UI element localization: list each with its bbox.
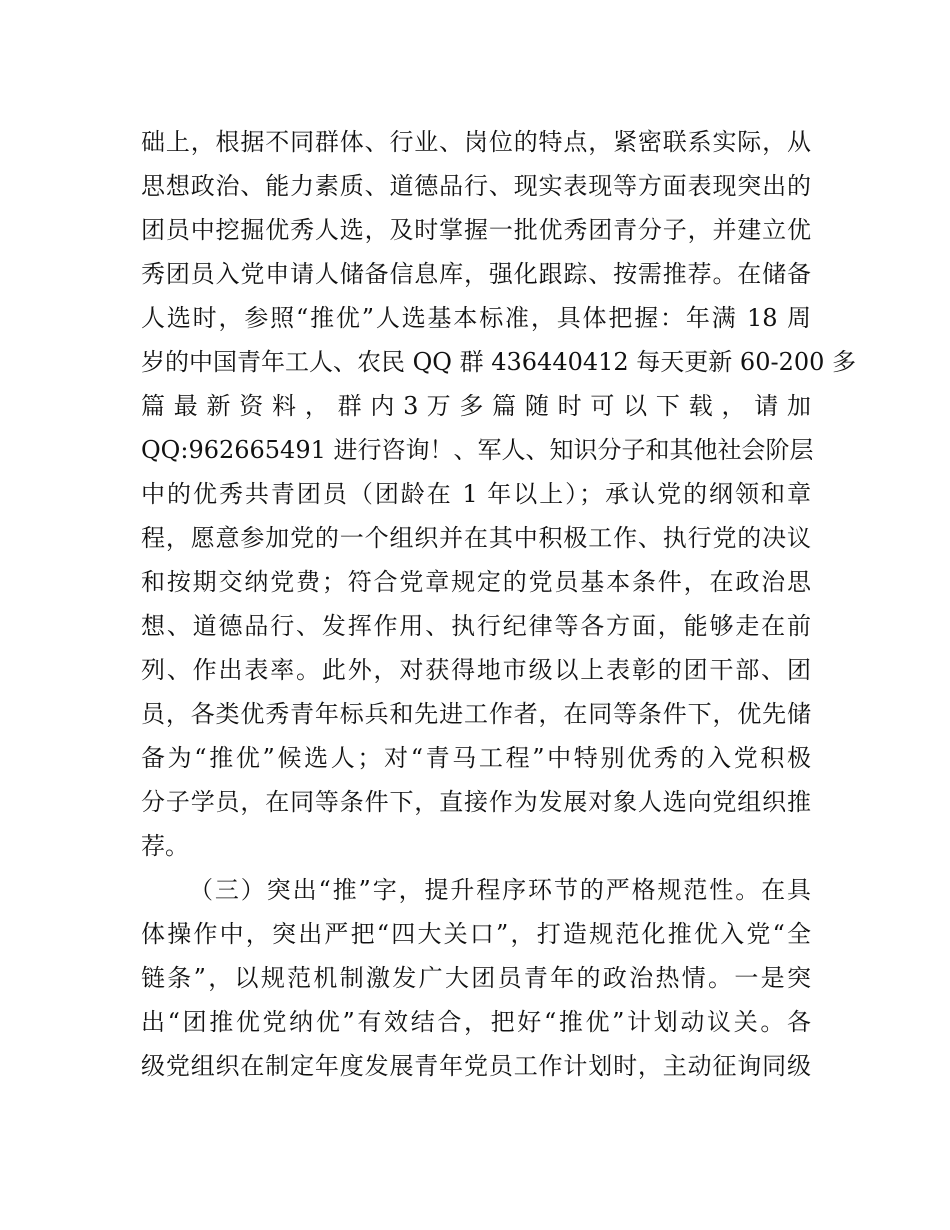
body-text-line: 分子学员，在同等条件下，直接作为发展对象人选向党组织推 (141, 788, 811, 816)
body-text-line: 级党组织在制定年度发展青年党员工作计划时，主动征询同级 (141, 1052, 811, 1080)
body-text-line: 列、作出表率。此外，对获得地市级以上表彰的团干部、团 (141, 656, 811, 684)
body-text-line: 员，各类优秀青年标兵和先进工作者，在同等条件下，优先储 (141, 700, 811, 728)
body-text-line: 出“团推优党纳优”有效结合，把好“推优”计划动议关。各 (141, 1008, 811, 1036)
body-text-line: 秀团员入党申请人储备信息库，强化跟踪、按需推荐。在储备 (141, 260, 811, 288)
section-heading-line: （三）突出“推”字，提升程序环节的严格规范性。在具 (189, 876, 811, 904)
body-text-line: 程，愿意参加党的一个组织并在其中积极工作、执行党的决议 (141, 524, 811, 552)
body-text-line: 备为“推优”候选人；对“青马工程”中特别优秀的入党积极 (141, 744, 811, 772)
body-text-line: 中的优秀共青团员（团龄在 1 年以上）；承认党的纲领和章 (141, 480, 811, 508)
body-text-line: 和按期交纳党费；符合党章规定的党员基本条件，在政治思 (141, 568, 811, 596)
body-text-line: 链条”，以规范机制激发广大团员青年的政治热情。一是突 (141, 964, 811, 992)
body-text-line: 荐。 (141, 832, 189, 860)
body-text-line: 体操作中，突出严把“四大关口”，打造规范化推优入党“全 (141, 920, 811, 948)
body-text-line: 篇 最 新 资 料 ， 群 内 3 万 多 篇 随 时 可 以 下 载 ， 请 加 (141, 392, 811, 420)
body-text-line: 思想政治、能力素质、道德品行、现实表现等方面表现突出的 (141, 172, 811, 200)
body-text-line: 团员中挖掘优秀人选，及时掌握一批优秀团青分子，并建立优 (141, 216, 811, 244)
body-text-line: 岁的中国青年工人、农民 QQ 群 436440412 每天更新 60-200 多 (141, 348, 857, 376)
body-text-line: QQ:962665491 进行咨询！、军人、知识分子和其他社会阶层 (141, 436, 814, 464)
body-text-line: 人选时，参照“推优”人选基本标准，具体把握：年满 18 周 (141, 304, 811, 332)
body-text-line: 想、道德品行、发挥作用、执行纪律等各方面，能够走在前 (141, 612, 811, 640)
body-text-line: 础上，根据不同群体、行业、岗位的特点，紧密联系实际，从 (141, 128, 811, 156)
